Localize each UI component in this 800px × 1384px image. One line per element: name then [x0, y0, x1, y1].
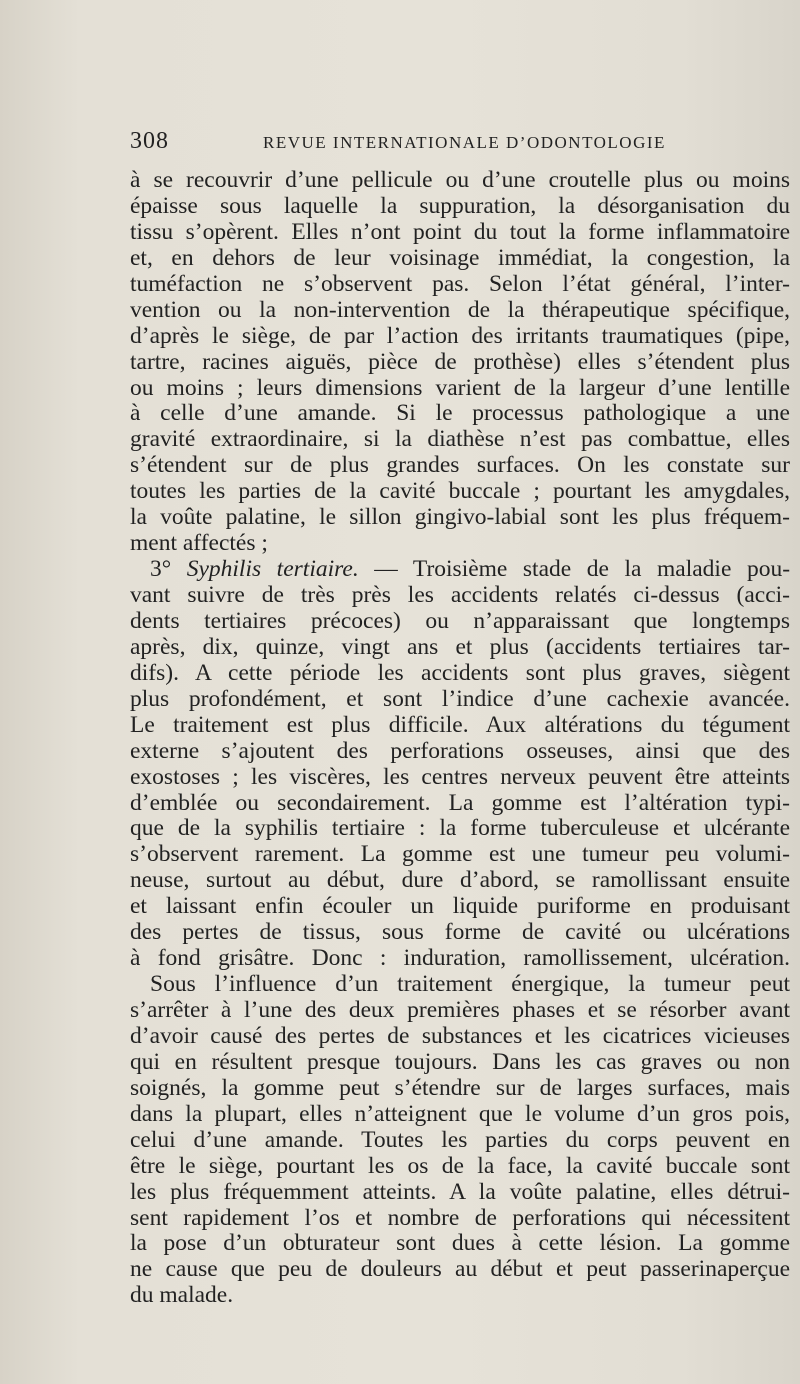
- text-line: Le traitement est plus difficile. Aux altérations du tégument: [130, 711, 790, 738]
- text-line: difs). A cette période les accidents sont plus graves, siègent: [130, 659, 790, 686]
- text-line: externe s’ajoutent des perforations osseuses, ainsi que des: [130, 737, 790, 764]
- text-line: vant suivre de très près les accidents relatés ci-dessus (acci-: [130, 582, 790, 608]
- text-line: du malade.: [130, 1282, 234, 1309]
- body-text: [130, 167, 790, 1308]
- text-line: s’arrêter à l’une des deux premières phases et se résorber avant: [130, 997, 790, 1023]
- text-line: soignés, la gomme peut s’étendre sur de larges surfaces, mais: [130, 1074, 790, 1101]
- text-line: dans la plupart, elles n’atteignent que le volume d’un gros pois,: [130, 1100, 790, 1127]
- running-title: REVUE INTERNATIONALE D’ODONTOLOGIE: [263, 133, 666, 152]
- page-number: 308: [130, 128, 169, 154]
- text-line: s’étendent sur de plus grandes surfaces. On les constate sur: [130, 452, 790, 479]
- text-line: à celle d’une amande. Si le processus pathologique a une: [130, 400, 790, 427]
- text-line: toutes les parties de la cavité buccale ; pourtant les amygdales,: [130, 478, 790, 505]
- text-line: la pose d’un obturateur sont dues à cette lésion. La gomme: [130, 1230, 790, 1257]
- section-heading-line: [130, 556, 790, 582]
- page-header: [130, 128, 690, 164]
- text-line: neuse, surtout au début, dure d’abord, se ramollissant ensuite: [130, 867, 790, 894]
- text-line: ou moins ; leurs dimensions varient de la largeur d’une lentille: [130, 374, 790, 401]
- text-line: d’avoir causé des pertes de substances et les cicatrices vicieuses: [130, 1022, 790, 1049]
- text-line: et laissant enfin écouler un liquide puriforme en produisant: [130, 893, 790, 920]
- text-line: sent rapidement l’os et nombre de perforations qui nécessitent: [130, 1204, 790, 1231]
- text-line: des pertes de tissus, sous forme de cavité ou ulcérations: [130, 919, 790, 946]
- text-line: plus profondément, et sont l’indice d’une cachexie avancée.: [130, 685, 790, 712]
- text-line: tuméfaction ne s’observent pas. Selon l’état général, l’inter-: [130, 270, 790, 297]
- section-lead: — Troisième stade de la maladie pou-: [374, 556, 791, 583]
- text-line: après, dix, quinze, vingt ans et plus (accidents tertiaires tar-: [130, 633, 790, 660]
- text-line: à fond grisâtre. Donc : induration, ramollissement, ulcération.: [130, 945, 790, 972]
- text-line: ment affectés ;: [130, 530, 268, 557]
- text-line: tissu s’opèrent. Elles n’ont point du tout la forme inflammatoire: [130, 218, 790, 245]
- text-line: à se recouvrir d’une pellicule ou d’une croutelle plus ou moins: [130, 167, 790, 193]
- text-line: vention ou la non-intervention de la thérapeutique spécifique,: [130, 296, 790, 323]
- section-title: Syphilis tertiaire.: [186, 556, 359, 583]
- text-line: ne cause que peu de douleurs au début et peut passerinaperçue: [130, 1256, 790, 1283]
- text-line: s’observent rarement. La gomme est une tumeur peu volumi-: [130, 841, 790, 868]
- text-line: Sous l’influence d’un traitement énergique, la tumeur peut: [150, 971, 790, 998]
- text-line: d’après le siège, de par l’action des irritants traumatiques (pipe,: [130, 322, 790, 349]
- text-line: celui d’une amande. Toutes les parties du corps peuvent en: [130, 1126, 790, 1153]
- text-line: gravité extraordinaire, si la diathèse n’est pas combattue, elles: [130, 426, 790, 453]
- text-line: que de la syphilis tertiaire : la forme tuberculeuse et ulcérante: [130, 815, 790, 842]
- text-line: exostoses ; les viscères, les centres nerveux peuvent être atteints: [130, 763, 790, 790]
- text-line: d’emblée ou secondairement. La gomme est l’altération typi-: [130, 789, 790, 816]
- text-line: dents tertiaires précoces) ou n’apparaissant que longtemps: [130, 607, 790, 634]
- section-number: 3°: [150, 556, 172, 583]
- text-line: épaisse sous laquelle la suppuration, la désorganisation du: [130, 192, 790, 219]
- text-line: être le siège, pourtant les os de la face, la cavité buccale sont: [130, 1152, 790, 1179]
- text-line: la voûte palatine, le sillon gingivo-labial sont les plus fréquem-: [130, 504, 790, 531]
- text-line: tartre, racines aiguës, pièce de prothèse) elles s’étendent plus: [130, 348, 790, 375]
- text-line: qui en résultent presque toujours. Dans les cas graves ou non: [130, 1048, 790, 1075]
- text-line: les plus fréquemment atteints. A la voûte palatine, elles détrui-: [130, 1178, 790, 1205]
- text-line: et, en dehors de leur voisinage immédiat, la congestion, la: [130, 244, 790, 271]
